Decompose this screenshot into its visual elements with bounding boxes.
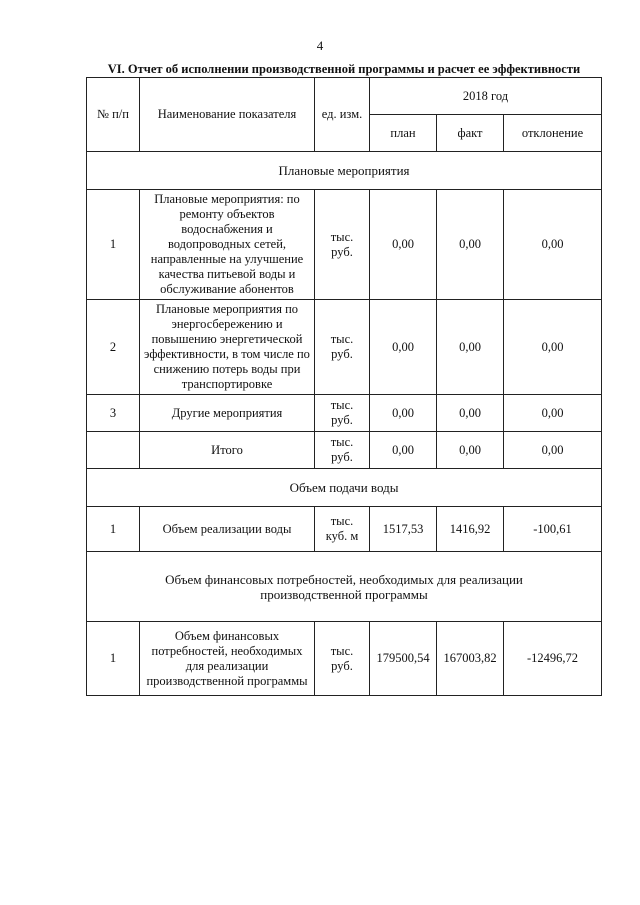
row-num: 1 bbox=[87, 507, 140, 552]
table-row bbox=[87, 395, 602, 432]
row-name: Объем финансовых потребностей, необходимых для реализации производственной программы bbox=[140, 622, 315, 696]
row-unit: тыс. куб. м bbox=[315, 507, 370, 552]
row-deviation: 0,00 bbox=[504, 300, 602, 395]
row-unit: тыс. руб. bbox=[315, 432, 370, 469]
table-header-row bbox=[87, 78, 602, 115]
row-plan: 0,00 bbox=[370, 395, 437, 432]
section-title: Объем финансовых потребностей, необходимых для реализации производственной программы bbox=[87, 552, 602, 622]
section-title: Плановые мероприятия bbox=[87, 152, 602, 190]
row-deviation: 0,00 bbox=[504, 432, 602, 469]
row-deviation: -12496,72 bbox=[504, 622, 602, 696]
row-unit: тыс. руб. bbox=[315, 300, 370, 395]
row-fact: 0,00 bbox=[437, 395, 504, 432]
page-title: VI. Отчет об исполнении производственной программы и расчет ее эффективности bbox=[107, 62, 581, 76]
table-row bbox=[87, 622, 602, 696]
row-name: Другие мероприятия bbox=[140, 395, 315, 432]
header-fact: факт bbox=[437, 115, 504, 152]
row-unit: тыс. руб. bbox=[315, 190, 370, 300]
row-fact: 0,00 bbox=[437, 300, 504, 395]
row-plan: 1517,53 bbox=[370, 507, 437, 552]
header-name: Наименование показателя bbox=[140, 78, 315, 152]
table-row bbox=[87, 432, 602, 469]
row-unit: тыс. руб. bbox=[315, 395, 370, 432]
header-year: 2018 год bbox=[370, 78, 602, 115]
header-unit: ед. изм. bbox=[315, 78, 370, 152]
section-title: Объем подачи воды bbox=[87, 469, 602, 507]
row-name: Плановые мероприятия по энергосбережению и повышению энергетической эффективности, в том числе по снижению потерь воды при транспортировке bbox=[140, 300, 315, 395]
header-deviation: отклонение bbox=[504, 115, 602, 152]
row-fact: 1416,92 bbox=[437, 507, 504, 552]
table-row bbox=[87, 507, 602, 552]
row-plan: 0,00 bbox=[370, 300, 437, 395]
section-row bbox=[87, 152, 602, 190]
row-num: 1 bbox=[87, 190, 140, 300]
header-plan: план bbox=[370, 115, 437, 152]
row-plan: 179500,54 bbox=[370, 622, 437, 696]
row-deviation: -100,61 bbox=[504, 507, 602, 552]
row-num bbox=[87, 432, 140, 469]
row-name: Объем реализации воды bbox=[140, 507, 315, 552]
row-deviation: 0,00 bbox=[504, 190, 602, 300]
table-row bbox=[87, 300, 602, 395]
report-table bbox=[86, 77, 602, 696]
row-deviation: 0,00 bbox=[504, 395, 602, 432]
table-row bbox=[87, 190, 602, 300]
row-fact: 167003,82 bbox=[437, 622, 504, 696]
row-num: 1 bbox=[87, 622, 140, 696]
section-row bbox=[87, 469, 602, 507]
header-num: № п/п bbox=[87, 78, 140, 152]
row-fact: 0,00 bbox=[437, 190, 504, 300]
row-fact: 0,00 bbox=[437, 432, 504, 469]
section-row bbox=[87, 552, 602, 622]
row-name: Плановые мероприятия: по ремонту объектов водоснабжения и водопроводных сетей, направленные на улучшение качества питьевой воды и обслуживание абонентов bbox=[140, 190, 315, 300]
row-unit: тыс. руб. bbox=[315, 622, 370, 696]
row-plan: 0,00 bbox=[370, 432, 437, 469]
row-num: 3 bbox=[87, 395, 140, 432]
row-num: 2 bbox=[87, 300, 140, 395]
row-plan: 0,00 bbox=[370, 190, 437, 300]
row-name: Итого bbox=[140, 432, 315, 469]
page-number: 4 bbox=[316, 38, 324, 53]
